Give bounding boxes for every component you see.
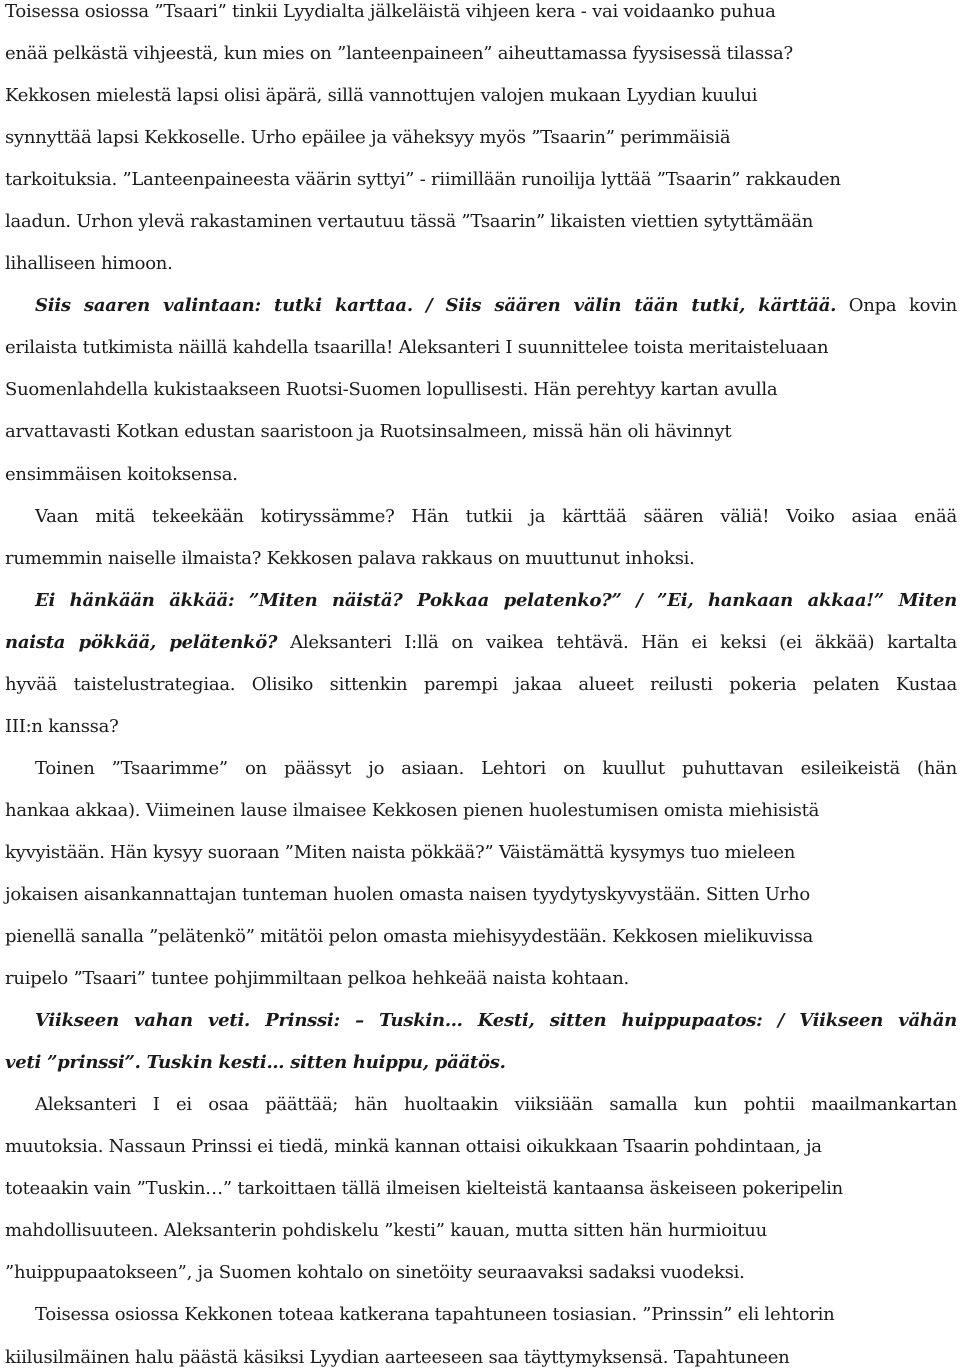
- text-run: Aleksanteri I:llä on vaikea tehtävä. Hän ei keksi (ei äkkää) kartalta: [277, 631, 957, 653]
- text-run: erilaista tutkimista näillä kahdella tsaarilla! Aleksanteri I suunnittelee toista meritaisteluaan: [5, 337, 829, 359]
- text-run: tarkoituksia. ”Lanteenpaineesta väärin syttyi” - riimillään runoilija lyttää ”Tsaarin” rakkauden: [5, 169, 841, 191]
- paragraph: [5, 0, 957, 285]
- text-run: synnyttää lapsi Kekkoselle. Urho epäilee ja väheksyy myös ”Tsaarin” perimmäisiä: [5, 127, 731, 149]
- text-run: III:n kanssa?: [5, 715, 119, 737]
- text-run: enää pelkästä vihjeestä, kun mies on ”lanteenpaineen” aiheuttamassa fyysisessä tilassa?: [5, 43, 793, 65]
- text-run: Aleksanteri I ei osaa päättää; hän huoltaakin viiksiään samalla kun pohtii maailmankartan: [35, 1094, 957, 1116]
- paragraph: [5, 1084, 957, 1294]
- text-run: kyvyistään. Hän kysyy suoraan ”Miten naista pökkää?” Väistämättä kysymys tuo mieleen: [5, 841, 796, 863]
- paragraph: [5, 1294, 957, 1369]
- text-run: Vaan mitä tekeekään kotiryssämme? Hän tutkii ja kärttää säären väliä! Voiko asiaa enää: [35, 505, 957, 527]
- paragraph: [5, 748, 957, 1000]
- text-run: rumemmin naiselle ilmaista? Kekkosen palava rakkaus on muuttunut inhoksi.: [5, 547, 695, 569]
- text-run: ”huippupaatokseen”, ja Suomen kohtalo on sinetöity seuraavaksi sadaksi vuodeksi.: [5, 1262, 745, 1284]
- text-run: kiilusilmäinen halu päästä käsiksi Lyydian aarteeseen saa täyttymyksensä. Tapahtuneen: [5, 1346, 790, 1368]
- paragraph: [5, 496, 957, 580]
- text-run: arvattavasti Kotkan edustan saaristoon ja Ruotsinsalmeen, missä hän oli hävinnyt: [5, 421, 732, 443]
- text-run: Toisessa osiossa ”Tsaari” tinkii Lyydialta jälkeläistä vihjeen kera - vai voidaanko puhua: [5, 1, 776, 22]
- text-run: Suomenlahdella kukistaakseen Ruotsi-Suomen lopullisesti. Hän perehtyy kartan avulla: [5, 379, 778, 401]
- paragraph: [5, 285, 957, 495]
- text-run: hankaa akkaa). Viimeinen lause ilmaisee Kekkosen pienen huolestumisen omista miehisistä: [5, 799, 820, 821]
- paragraph: [5, 580, 957, 748]
- text-run: Toinen ”Tsaarimme” on päässyt jo asiaan. Lehtori on kuullut puhuttavan esileikeistä (hän: [35, 757, 957, 779]
- text-run: hyvää taistelustrategiaa. Olisiko sittenkin parempi jakaa alueet reilusti pokeria pelaten Kustaa: [5, 673, 957, 695]
- text-run: ensimmäisen koitoksensa.: [5, 463, 238, 485]
- document-body: [5, 0, 957, 1369]
- text-run: jokaisen aisankannattajan tunteman huolen omasta naisen tyydytyskyvystään. Sitten Urho: [5, 883, 810, 905]
- text-run: lihalliseen himoon.: [5, 253, 173, 275]
- text-run: mahdollisuuteen. Aleksanterin pohdiskelu ”kesti” kauan, mutta sitten hän hurmioituu: [5, 1220, 767, 1242]
- text-run: pienellä sanalla ”pelätenkö” mitätöi pelon omasta miehisyydestään. Kekkosen mielikuvissa: [5, 926, 814, 948]
- poem-quote: veti ”prinssi”. Tuskin kesti… sitten huippu, päätös.: [5, 1052, 506, 1074]
- paragraph: [5, 1000, 957, 1084]
- poem-quote: Viikseen vahan veti. Prinssi: – Tuskin… Kesti, sitten huippupaatos: / Viikseen vähän: [35, 1010, 957, 1032]
- poem-quote: naista pökkää, pelätenkö?: [5, 631, 278, 653]
- text-run: Kekkosen mielestä lapsi olisi äpärä, sillä vannottujen valojen mukaan Lyydian kuului: [5, 85, 758, 107]
- text-run: Onpa kovin: [836, 295, 957, 317]
- text-run: toteaakin vain ”Tuskin…” tarkoittaen tällä ilmeisen kielteistä kantaansa äskeiseen pokeripelin: [5, 1178, 844, 1200]
- poem-quote: Ei hänkään äkkää: ”Miten näistä? Pokkaa pelatenko?” / ”Ei, hankaan akkaa!” Miten: [35, 589, 957, 611]
- text-run: ruipelo ”Tsaari” tuntee pohjimmiltaan pelkoa hehkeää naista kohtaan.: [5, 968, 630, 990]
- text-run: Toisessa osiossa Kekkonen toteaa katkerana tapahtuneen tosiasian. ”Prinssin” eli lehtorin: [35, 1304, 835, 1326]
- text-run: laadun. Urhon ylevä rakastaminen vertautuu tässä ”Tsaarin” likaisten viettien sytyttämään: [5, 211, 814, 233]
- poem-quote: Siis saaren valintaan: tutki karttaa. / Siis säären välin tään tutki, kärttää.: [35, 295, 837, 317]
- text-run: muutoksia. Nassaun Prinssi ei tiedä, minkä kannan ottaisi oikukkaan Tsaarin pohdintaan, ja: [5, 1136, 822, 1158]
